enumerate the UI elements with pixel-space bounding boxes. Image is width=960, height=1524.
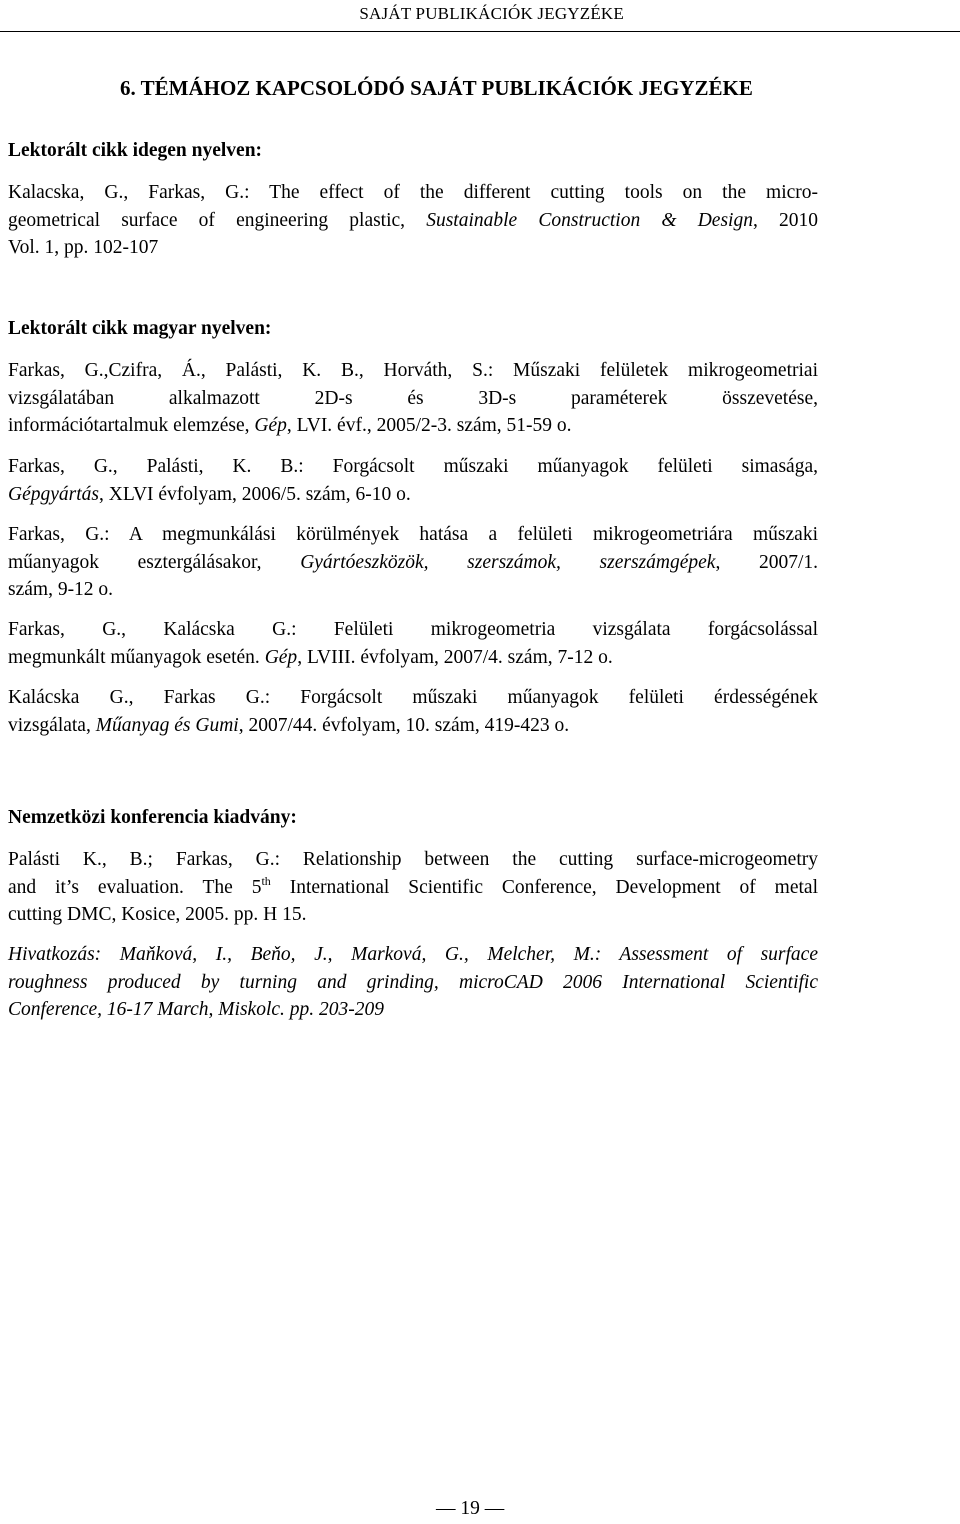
- entry-line: [8, 644, 818, 672]
- entry-line: szám, 9-12 o.: [8, 579, 114, 600]
- entry-text: , LVIII. évfolyam, 2007/4. szám, 7-12 o.: [297, 646, 613, 668]
- journal-title: Műanyag és Gumi: [95, 714, 239, 736]
- entry-line: Hivatkozás: Maňková, I., Beňo, J., Marková, G., Melcher, M.: Assessment of surface: [8, 944, 818, 965]
- chapter-title: 6. TÉMÁHOZ KAPCSOLÓDÓ SAJÁT PUBLIKÁCIÓK JEGYZÉKE: [120, 76, 753, 100]
- entry-text: , LVI. évf., 2005/2-3. szám, 51-59 o.: [286, 415, 572, 436]
- entry-line: Vol. 1, pp. 102-107: [8, 237, 159, 258]
- entry-text: információtartalmuk elemzése,: [8, 415, 255, 436]
- entry-text: , 2010: [752, 209, 819, 231]
- section-heading-foreign: Lektorált cikk idegen nyelven:: [8, 140, 263, 161]
- publication-entry: [8, 684, 818, 739]
- entry-text: megmunkált műanyagok esetén.: [8, 646, 265, 668]
- entry-line: Kalacska, G., Farkas, G.: The effect of the different cutting tools on the micro-: [8, 182, 818, 203]
- entry-text: and it’s evaluation. The 5: [8, 876, 262, 898]
- entry-line: vizsgálatában alkalmazott 2D-s és 3D-s paraméterek összevetése,: [8, 387, 818, 409]
- entry-line: Farkas, G.: A megmunkálási körülmények hatása a felületi mikrogeometriára műszaki: [8, 524, 818, 545]
- section-heading-hungarian: Lektorált cikk magyar nyelven:: [8, 318, 272, 339]
- publication-entry: [8, 179, 818, 262]
- entry-line: Farkas, G., Palásti, K. B.: Forgácsolt műszaki műanyagok felületi simasága,: [8, 456, 818, 477]
- publication-entry: [8, 521, 818, 604]
- entry-text: International Scientific Conference, Development of metal: [270, 876, 818, 898]
- entry-line: Kalácska G., Farkas G.: Forgácsolt műszaki műanyagok felületi érdességének: [8, 687, 818, 708]
- citation-entry: [8, 941, 818, 1024]
- header-rule: [0, 31, 960, 32]
- entry-text: vizsgálata,: [8, 714, 96, 736]
- journal-title: Gépgyártás: [8, 483, 99, 505]
- running-header: SAJÁT PUBLIKÁCIÓK JEGYZÉKE: [359, 4, 624, 23]
- journal-title: Gyártóeszközök, szerszámok, szerszámgépek: [300, 551, 716, 573]
- entry-line: Farkas, G.,Czifra, Á., Palásti, K. B., Horváth, S.: Műszaki felületek mikrogeometriai: [8, 360, 818, 381]
- entry-text: , XLVI évfolyam, 2006/5. szám, 6-10 o.: [99, 483, 411, 505]
- section-heading-conference: Nemzetközi konferencia kiadvány:: [8, 807, 297, 828]
- entry-text: , 2007/1.: [715, 551, 818, 573]
- publication-entry: [8, 616, 818, 671]
- entry-line: roughness produced by turning and grinding, microCAD 2006 International Scientific: [8, 971, 818, 993]
- journal-title: Gép: [254, 415, 287, 436]
- publication-entry: [8, 846, 818, 929]
- entry-text: műanyagok esztergálásakor,: [8, 551, 301, 573]
- entry-line: [8, 207, 818, 235]
- publication-entry: [8, 453, 818, 508]
- entry-line: Farkas, G., Kalácska G.: Felületi mikrogeometria vizsgálata forgácsolással: [8, 619, 818, 640]
- entry-line: [8, 712, 818, 740]
- journal-title: Gép: [264, 646, 298, 668]
- entry-line: [8, 874, 818, 902]
- page-number: — 19 —: [436, 1498, 505, 1519]
- entry-text: geometrical surface of engineering plastic,: [8, 209, 427, 231]
- entry-line: Conference, 16-17 March, Miskolc. pp. 203-209: [8, 999, 385, 1020]
- entry-line: [8, 412, 818, 440]
- entry-line: Palásti K., B.; Farkas, G.: Relationship between the cutting surface-microgeometry: [8, 849, 818, 870]
- entry-line: [8, 481, 818, 509]
- ordinal-suffix: th: [261, 873, 271, 888]
- journal-title: Sustainable Construction & Design: [426, 209, 753, 231]
- publication-entry: [8, 357, 818, 440]
- entry-text: , 2007/44. évfolyam, 10. szám, 419-423 o.: [238, 714, 570, 736]
- entry-line: [8, 549, 818, 577]
- entry-line: cutting DMC, Kosice, 2005. pp. H 15.: [8, 904, 307, 925]
